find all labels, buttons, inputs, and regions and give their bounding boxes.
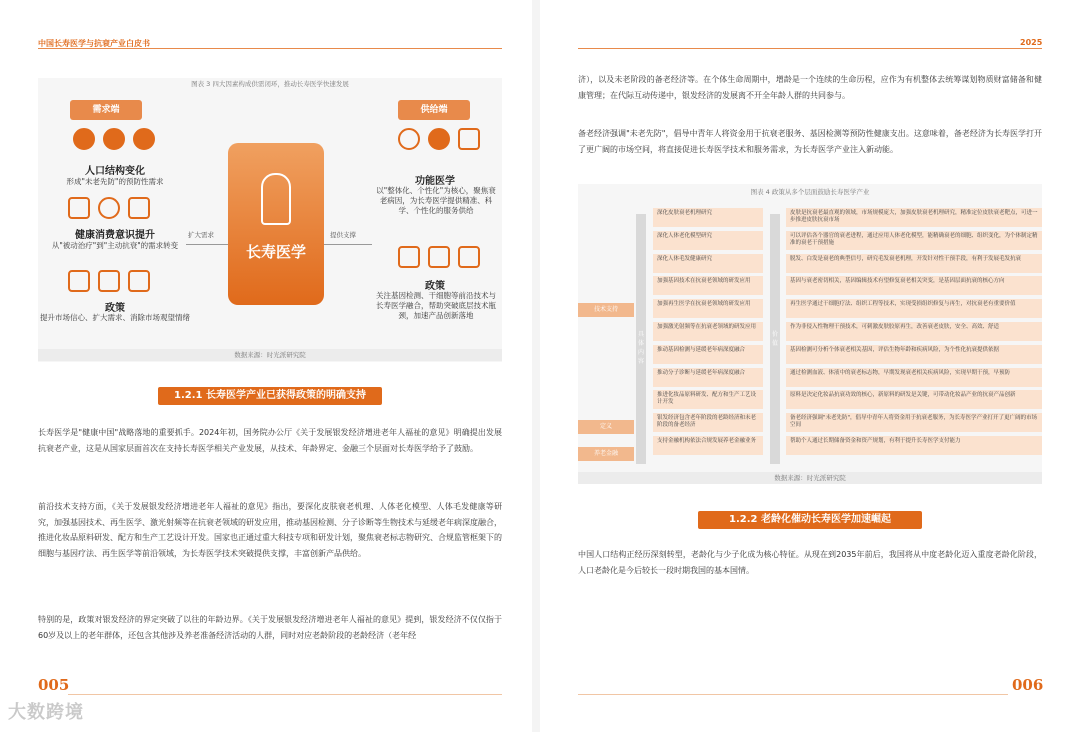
figure4-left-row: 深化人体老化模型研究 xyxy=(653,231,763,250)
tag-finance: 养老金融 xyxy=(578,447,634,461)
document-icon xyxy=(428,246,450,268)
right-paragraph-1: 济），以及未老阶段的备老经济等。在个体生命周期中，增龄是一个连续的生命历程，应作为有机整体去统筹谋划物质财富储备和健康管理；在代际互动传递中，银发经济的发展离不开全年龄人群的共同参与。 xyxy=(578,75,1042,100)
footer-line-right xyxy=(578,694,1008,695)
func-icons xyxy=(398,128,480,150)
figure4-left-row: 加强基因技术在抗衰老领域的研发应用 xyxy=(653,276,763,295)
figure4-right-row: 通过检测血液、体液中的衰老标志物，早期发现衰老相关疾病风险，实现早期干预，早预防 xyxy=(786,368,1042,387)
vbar-left: 具体内容 xyxy=(636,214,646,464)
right-paragraph-2: 备老经济强调"未老先防"，倡导中青年人将资金用于抗衰老服务、基因检测等预防性健康支出。这意味着，备老经济为长寿医学打开了更广阔的市场空间，将直接促进长寿医学技术和服务需求，为长寿医学产业注入新动能。 xyxy=(578,129,1042,154)
arrow-left-label: 扩大需求 xyxy=(188,231,214,239)
left-paragraph-3: 特别的是，政策对银发经济的界定突破了以往的年龄边界。《关于发展银发经济增进老年人福祉的意见》提到，银发经济不仅仅指于60岁及以上的老年群体，还包含其他涉及养老准备经济活动的人群，同时对应老龄阶段的老龄经济（老年经 xyxy=(38,615,502,640)
figure4-left-row: 深化皮肤衰老机理研究 xyxy=(653,208,763,227)
population-title: 人口结构变化 xyxy=(85,166,145,177)
figure4-right-row: 备老经济强调"未老先防"，倡导中青年人将资金用于抗衰老服务，为长寿医学产业打开了更广阔的市场空间 xyxy=(786,413,1042,432)
document-icon xyxy=(398,246,420,268)
figure4-left-row: 支持金融机构依法合规发展养老金融业务 xyxy=(653,436,763,455)
figure4-right-row: 再生医学通过干细胞疗法、组织工程等技术，实现受损组织修复与再生，对抗衰老有重要价值 xyxy=(786,299,1042,318)
health-title: 健康消费意识提升 xyxy=(75,230,155,241)
person-icon xyxy=(133,128,155,150)
policy2-title: 政策 xyxy=(425,281,445,292)
policy2-icons xyxy=(398,246,480,268)
figure3-caption: 图表 3 四大因素构成供需闭环，推动长寿医学快速发展 xyxy=(191,80,349,88)
figure4-left-row: 加强再生医学在抗衰老领域的研发应用 xyxy=(653,299,763,318)
center-block xyxy=(228,143,324,305)
dna-icon xyxy=(428,128,450,150)
figure4-right-row: 脱发、白发是衰老的典型信号，研究毛发衰老机理，开发针对性干预手段，有利于发展毛发抗衰 xyxy=(786,254,1042,273)
figure4-source: 数据来源：时光派研究院 xyxy=(578,472,1042,484)
monitor-icon xyxy=(68,197,90,219)
building-icon xyxy=(128,270,150,292)
human-body-icon xyxy=(261,173,291,225)
heart-hand-icon xyxy=(128,197,150,219)
figure4-right-row: 作为非侵入性物理干预技术，可刺激皮肤胶原再生，改善衰老皮肤，安全、高效、舒适 xyxy=(786,322,1042,341)
header-year: 2025 xyxy=(1020,38,1043,47)
figure4-right-row: 皮肤是抗衰老最直观的领域，市场规模庞大，加强皮肤衰老机理研究，精准定位皮肤衰老靶点，可进一步推进皮肤抗衰市场 xyxy=(786,208,1042,227)
demand-label: 需求端 xyxy=(70,100,142,120)
watermark: 大数跨境 xyxy=(8,702,84,723)
arrow-right xyxy=(324,244,372,245)
figure4-left-row: 银发经济包含老年阶段的老龄经济和未老阶段的备老经济 xyxy=(653,413,763,432)
arrow-right-label: 提供支撑 xyxy=(330,231,356,239)
fitness-icon xyxy=(458,128,480,150)
func-text: 以"整体化、个性化"为核心，聚焦衰老病因，为长寿医学提供精准、科学、个性化的服务供给 xyxy=(376,186,496,216)
figure4-right-row: 基因与衰老密切相关，基因编辑技术有望修复衰老相关突变，是基因层面抗衰的核心方向 xyxy=(786,276,1042,295)
supply-label: 供给端 xyxy=(398,100,470,120)
center-label: 长寿医学 xyxy=(245,243,306,261)
right-page xyxy=(540,0,1080,732)
figure4-right-row: 帮助个人通过长期储备资金和资产规划，有利于提升长寿医学支付能力 xyxy=(786,436,1042,455)
person-icon xyxy=(73,128,95,150)
section-title-122: 1.2.2 老龄化催动长寿医学加速崛起 xyxy=(698,511,922,529)
page-number-right: 006 xyxy=(1012,676,1044,694)
arrow-left xyxy=(186,244,228,245)
policy-icons xyxy=(68,270,150,292)
document-icon xyxy=(68,270,90,292)
tag-tech: 技术支持 xyxy=(578,303,634,317)
figure4-caption: 图表 4 政策从多个层面鼓励长寿医学产业 xyxy=(750,188,870,196)
population-text: 形成"未老先防"的预防性需求 xyxy=(66,177,164,186)
header-line-right xyxy=(578,48,1042,49)
figure4-left-row: 推动基因检测与延缓老年病深度融合 xyxy=(653,345,763,364)
right-paragraph-3: 中国人口结构正经历深刻转型，老龄化与少子化成为核心特征。从现在到2035年前后，我国将从中度老龄化迈入重度老龄化阶段，人口老龄化是今后较长一段时期我国的基本国情。 xyxy=(578,550,1042,575)
exercise-icon xyxy=(98,197,120,219)
figure4-left-row: 推进化妆品原料研发、配方和生产工艺设计开发 xyxy=(653,390,763,409)
figure3-source: 数据来源：时光派研究院 xyxy=(38,349,502,361)
policy2-text: 关注基因检测、干细胞等前沿技术与长寿医学融合，帮助突破底层技术瓶颈，加速产品创新落地 xyxy=(376,291,496,321)
figure4-right-row: 原料是决定化妆品抗衰功效的核心，新原料的研发是关键，可带动化妆品产业的抗衰产品创新 xyxy=(786,390,1042,409)
figure4-right-row: 基因检测可分析个体衰老相关基因，评估生物年龄和疾病风险，为个性化抗衰提供依据 xyxy=(786,345,1042,364)
left-paragraph-2: 前沿技术支持方面，《关于发展银发经济增进老年人福祉的意见》指出，要深化皮肤衰老机理、人体老化模型、人体毛发健康等研究，加强基因技术、再生医学、激光射频等在抗衰老领域的研发应用，推动基因检测、分子诊断等生物技术与延缓老年病深度融合，推进化妆品原料研发、配方和生产工艺设计开发。国家也正通过重大科技专项和研发计划，聚焦衰老标志物研究、合规监管框架下的细胞与基因疗法、再生医学等前沿领域，为长寿医学技术突破提供支撑，丰富创新产品供给。 xyxy=(38,502,502,558)
health-text: 从"被动治疗"到"主动抗衰"的需求转变 xyxy=(51,241,179,250)
meal-icon xyxy=(398,128,420,150)
policy-title: 政策 xyxy=(105,303,125,314)
figure4-left-row: 加强激光射频等在抗衰老领域的研发应用 xyxy=(653,322,763,341)
policy-text: 提升市场信心、扩大需求、消除市场观望情绪 xyxy=(40,313,190,322)
health-icons xyxy=(68,197,150,219)
document-icon xyxy=(98,270,120,292)
population-icons xyxy=(73,128,155,150)
func-title: 功能医学 xyxy=(415,176,455,187)
left-paragraph-1: 长寿医学是"健康中国"战略落地的重要抓手。2024年初，国务院办公厅《关于发展银发经济增进老年人福祉的意见》明确提出发展抗衰老产业，这是从国家层面首次在支持长寿医学相关产业发展，从技术、年龄界定、金融三个层面对长寿医学给予了鼓励。 xyxy=(38,428,502,453)
section-title-121: 1.2.1 长寿医学产业已获得政策的明确支持 xyxy=(158,387,382,405)
figure4-left-row: 推动分子诊断与延缓老年病深度融合 xyxy=(653,368,763,387)
header-title: 中国长寿医学与抗衰产业白皮书 xyxy=(38,39,150,48)
page-number-left: 005 xyxy=(38,676,70,694)
person-icon xyxy=(103,128,125,150)
header-line xyxy=(38,48,502,49)
tag-definition: 定义 xyxy=(578,420,634,434)
figure4-right-row: 可以评估各个器官的衰老进程，通过应用人体老化模型，能精确衰老的细胞、组织变化，为个体制定精准的衰老干预措施 xyxy=(786,231,1042,250)
building-icon xyxy=(458,246,480,268)
footer-line-left xyxy=(68,694,502,695)
vbar-right: 价值 xyxy=(770,214,780,464)
figure4-left-row: 深化人体毛发健康研究 xyxy=(653,254,763,273)
